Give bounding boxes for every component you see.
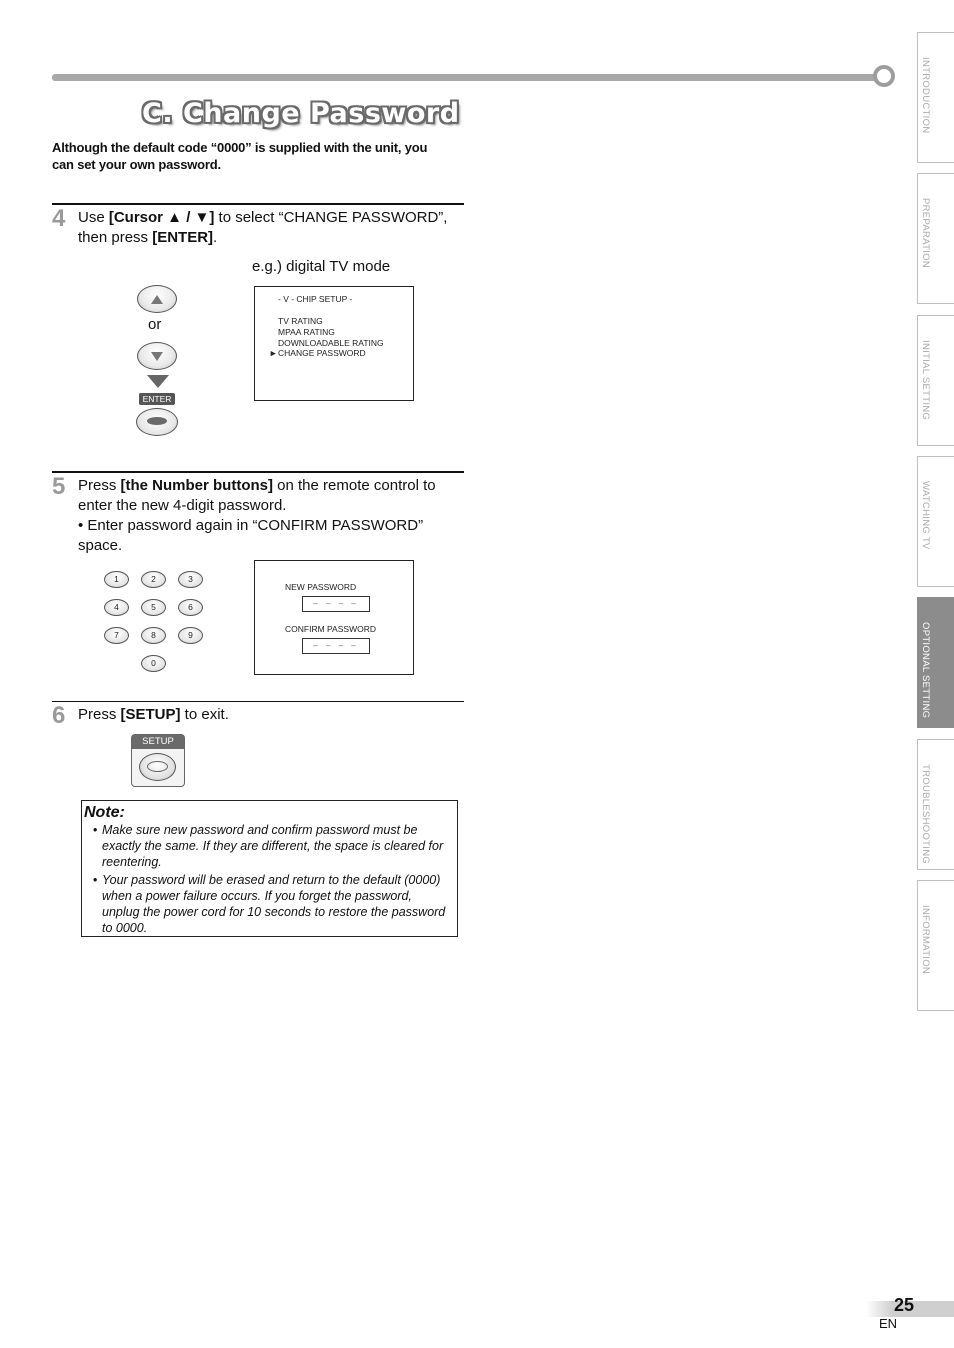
language-code: EN [879, 1316, 898, 1331]
cursor-up-button[interactable] [137, 285, 177, 313]
step-5-number: 5 [52, 473, 66, 500]
number-key-6[interactable]: 6 [178, 599, 203, 616]
step-5-rule [52, 471, 464, 473]
header-circle-ornament [873, 65, 895, 87]
number-key-3[interactable]: 3 [178, 571, 203, 588]
or-label: or [148, 316, 162, 333]
header-rule [52, 74, 878, 81]
menu-item-tv-rating: TV RATING [278, 316, 323, 326]
tab-label: INFORMATION [920, 905, 931, 975]
step-5-text-mid: on the remote control to enter the new 4-digit password. [78, 477, 436, 514]
page-title: C. Change Password [142, 98, 460, 129]
step-6-rule [52, 701, 464, 702]
number-key-8[interactable]: 8 [141, 627, 166, 644]
cursor-pointer-icon: ► [269, 348, 278, 358]
enter-label: ENTER [139, 393, 175, 405]
step-6-text-pre: Press [78, 706, 121, 723]
note-title: Note: [84, 804, 125, 821]
step-4-rule [52, 203, 464, 205]
step-4-text-mid: to select “CHANGE PASSWORD”, then press [78, 209, 448, 246]
tab-optional-setting[interactable] [917, 597, 954, 728]
tab-initial-setting[interactable] [917, 315, 954, 446]
step-6-instruction [78, 705, 464, 725]
vchip-setup-screen [254, 286, 414, 401]
number-key-2[interactable]: 2 [141, 571, 166, 588]
confirm-password-field[interactable]: – – – – [302, 638, 370, 654]
password-entry-screen [254, 560, 414, 675]
tab-watching-tv[interactable] [917, 456, 954, 587]
up-arrow-icon [151, 295, 163, 304]
setup-label: SETUP [132, 735, 184, 749]
step-4-instruction [78, 208, 464, 248]
confirm-password-label: CONFIRM PASSWORD [285, 624, 376, 634]
number-key-0[interactable]: 0 [141, 655, 166, 672]
number-key-5[interactable]: 5 [141, 599, 166, 616]
step-4-key-enter: [ENTER] [152, 229, 214, 246]
note-item: • Make sure new password and confirm password must be exactly the same. If they are different, the space is cleared for reentering. [93, 822, 449, 870]
setup-button[interactable] [139, 753, 176, 781]
setup-button-group [131, 734, 185, 787]
new-password-field[interactable]: – – – – [302, 596, 370, 612]
step-5-key-number: [the Number buttons] [120, 477, 273, 494]
step-6-text-end: to exit. [180, 706, 229, 723]
step-4-text-end: . [213, 229, 218, 246]
tab-introduction[interactable] [917, 32, 954, 163]
down-arrow-icon [151, 352, 163, 361]
step-5-instruction [78, 476, 464, 516]
tab-label: WATCHING TV [920, 481, 931, 550]
menu-item-change-password: CHANGE PASSWORD [278, 348, 366, 358]
step-6-number: 6 [52, 702, 66, 729]
tab-preparation[interactable] [917, 173, 954, 304]
step-4-number: 4 [52, 205, 66, 232]
intro-text: Although the default code “0000” is supplied with the unit, you can set your own password. [52, 140, 428, 172]
tab-information[interactable] [917, 880, 954, 1011]
number-key-1[interactable]: 1 [104, 571, 129, 588]
tab-label: PREPARATION [920, 198, 931, 268]
tab-troubleshooting[interactable] [917, 739, 954, 870]
step-5-bullet: • Enter password again in “CONFIRM PASSWORD” space. [78, 517, 424, 554]
number-key-4[interactable]: 4 [104, 599, 129, 616]
tab-label: OPTIONAL SETTING [920, 622, 931, 719]
page-number: 25 [894, 1295, 915, 1315]
tab-label: INTRODUCTION [920, 57, 931, 134]
note-item: • Your password will be erased and return to the default (0000) when a power failure occurs. If you forget the password, unplug the power cord for 10 seconds to restore the password to 0000. [93, 872, 449, 936]
cursor-down-button[interactable] [137, 342, 177, 370]
screen-title: - V - CHIP SETUP - [278, 294, 353, 304]
new-password-label: NEW PASSWORD [285, 582, 357, 592]
step-4-text-pre: Use [78, 209, 109, 226]
flow-arrow-icon [147, 375, 169, 388]
note-box [81, 800, 458, 937]
tab-label: INITIAL SETTING [920, 340, 931, 421]
enter-button[interactable] [136, 408, 178, 436]
note-list [93, 822, 449, 938]
menu-item-mpaa-rating: MPAA RATING [278, 327, 335, 337]
menu-item-downloadable-rating: DOWNLOADABLE RATING [278, 338, 384, 348]
number-key-9[interactable]: 9 [178, 627, 203, 644]
step-6-key-setup: [SETUP] [120, 706, 181, 723]
number-key-7[interactable]: 7 [104, 627, 129, 644]
step-4-key-cursor: [Cursor ▲ / ▼] [108, 209, 215, 226]
step-5-text-pre: Press [78, 477, 121, 494]
example-mode-label: e.g.) digital TV mode [252, 258, 391, 275]
tab-label: TROUBLESHOOTING [920, 764, 931, 865]
